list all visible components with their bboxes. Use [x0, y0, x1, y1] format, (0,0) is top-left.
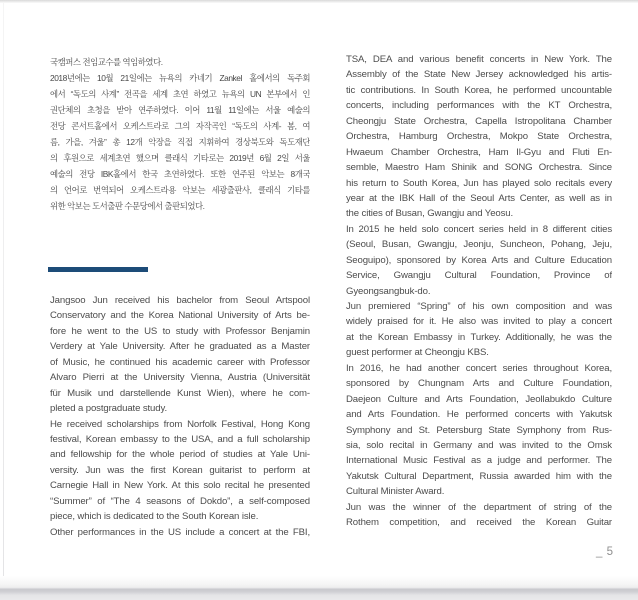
text-line: his return to South Korea, Jun has played solo recitals every: [346, 177, 612, 189]
text-line: Jun was the winner of the department of string of the: [346, 501, 612, 513]
text-line: Assembly of the State New Jersey acknowledged his artis-: [346, 69, 612, 81]
text-line: Hwaeum Chamber Orchestra, Ham Il-Gyu and Fluti En-: [346, 146, 612, 158]
text-line: Jangsoo Jun received his bachelor from Seoul Artspool: [50, 295, 310, 306]
text-line: 름, 가을, 겨울” 총 12개 악장을 직접 지휘하여 경상북도와 독도재단: [50, 137, 310, 147]
text-line: fore he went to the US to study with Professor Benjamin: [50, 325, 310, 337]
text-line: 예술의 전당 IBK홀에서 한국 초연하였다. 또한 연주된 악보는 8개국: [50, 169, 310, 179]
text-line: Rothem competition, and received the Korean Guitar: [346, 517, 612, 529]
text-line: 위한 악보는 도서출판 수문당에서 출판되었다.: [50, 201, 205, 211]
text-line: versity. Jun was the first Korean guitarist to perform at: [50, 464, 310, 476]
text-line: 의 언어로 번역되어 오케스트라용 악보는 세광출판사, 클래식 기타를: [50, 185, 310, 195]
text-line: Yakutsk Cultural Department, Russia awarded him with the: [346, 470, 612, 482]
text-line: pleted a postgraduate study.: [50, 403, 168, 415]
text-line: and Arts Foundation. He performed concerts with Yakutsk: [346, 409, 612, 421]
text-line: sia, solo recital in Germany and was invited to the Omsk: [346, 439, 612, 451]
text-line: 전당 콘서트홀에서 오케스트라로 그의 자작곡인 “독도의 사계- 봄, 여: [50, 121, 310, 131]
text-line: 의 후원으로 세계초연 했으며 클래식 기타로는 2019년 6월 2일 서울: [50, 153, 310, 163]
text-line: Verdery at Yale University. After he graduated as a Master: [50, 341, 310, 353]
page-top-edge: [0, 0, 638, 3]
section-divider-bar: [48, 267, 148, 272]
text-line: piece, which is dedicated to the South Korean isle.: [50, 511, 259, 523]
text-line: He received scholarships from Norfolk Festival, Hong Kong: [50, 418, 310, 430]
page-number: _ 5: [596, 546, 614, 558]
page-left-edge: [3, 3, 4, 578]
text-line: the cities of Busan, Gwangju and Yeosu.: [346, 208, 514, 220]
text-line: (Seoul, Busan, Gwangju, Jeonju, Suncheon, Pohang, Jeju,: [346, 239, 612, 251]
text-line: Service, Gwangju Cultural Foundation, Province of: [346, 270, 612, 282]
text-line: 국캠퍼스 전임교수를 역임하였다.: [50, 57, 163, 67]
text-line: Conservatory and the Korea National University of Arts be-: [50, 310, 310, 322]
text-line: “Summer” of “The 4 seasons of Dokdo”, a self-composed: [50, 495, 310, 507]
korean-bio-text: [50, 54, 310, 214]
text-line: Other performances in the US include a concert at the FBI,: [50, 526, 310, 538]
text-line: 에서 “독도의 사계” 전곡을 세계 초연 하였고 뉴욕의 UN 본부에서 인: [50, 89, 310, 99]
text-line: year at the IBK Hall of the Seoul Arts Center, as well as in: [346, 192, 612, 204]
text-line: In 2016, he had another concert series throughout Korea,: [346, 362, 612, 374]
text-line: Gyeongsangbuk-do.: [346, 285, 431, 297]
text-line: Symphony and St. Petersburg State Symphony from Rus-: [346, 424, 612, 436]
text-line: 권단체의 초청을 받아 연주하였다. 이어 11월 11일에는 서울 예술의: [50, 105, 310, 115]
english-bio-text-left: [50, 293, 310, 540]
text-line: 2018년에는 10월 21일에는 뉴욕의 카네기 Zankel 홀에서의 독주회: [50, 73, 310, 83]
text-line: Cultural Minister Award.: [346, 486, 445, 498]
text-line: Orchestra, Hamburg Orchestra, Mokpo State Orchestra,: [346, 131, 612, 143]
text-line: and fellowship for the whole period of studies at Yale Uni-: [50, 449, 310, 461]
text-line: at the Korean Embassy in Turkey. Additionally, he was the: [346, 331, 612, 343]
text-line: of Music, he continued his academic career with Professor: [50, 356, 310, 368]
text-line: International Music Festival as a judge and performer. The: [346, 455, 612, 467]
text-line: festival, Korean embassy to the USA, and a full scholarship: [50, 433, 310, 445]
text-line: widely praised for it. He also was invited to play a concert: [346, 316, 612, 328]
text-line: concerts, including performances with the KT Orchestra,: [346, 100, 612, 112]
page-bottom-edge: [0, 576, 638, 600]
text-line: In 2015 he held solo concert series held in 8 different cities: [346, 223, 612, 235]
text-line: sponsored by Chungnam Arts and Culture Foundation,: [346, 378, 612, 390]
text-line: Daejeon Culture and Arts Foundation, Jeollabukdo Culture: [346, 393, 612, 405]
text-line: guest performer at Cheongju KBS.: [346, 347, 489, 359]
english-bio-text-right: [346, 52, 612, 531]
text-line: Alvaro Pierri at the University Vienna, Austria (Universität: [50, 372, 310, 384]
text-line: Cheongju State Orchestra, Capella Istropolitana Chamber: [346, 115, 612, 127]
text-line: semble, Maestro Ham Shinik and SONG Orchestra. Since: [346, 162, 612, 174]
text-line: für Musik und darstellende Kunst Wien), where he com-: [50, 387, 310, 399]
text-line: tic contributions. In South Korea, he performed uncountable: [346, 84, 612, 96]
text-line: Carnegie Hall in New York. At this solo recital he presented: [50, 480, 310, 492]
text-line: Seoguipo), sponsored by Korea Arts and Culture Education: [346, 254, 612, 266]
text-line: TSA, DEA and various benefit concerts in New York. The: [346, 54, 612, 65]
text-line: Jun premiered “Spring” of his own composition and was: [346, 301, 612, 312]
